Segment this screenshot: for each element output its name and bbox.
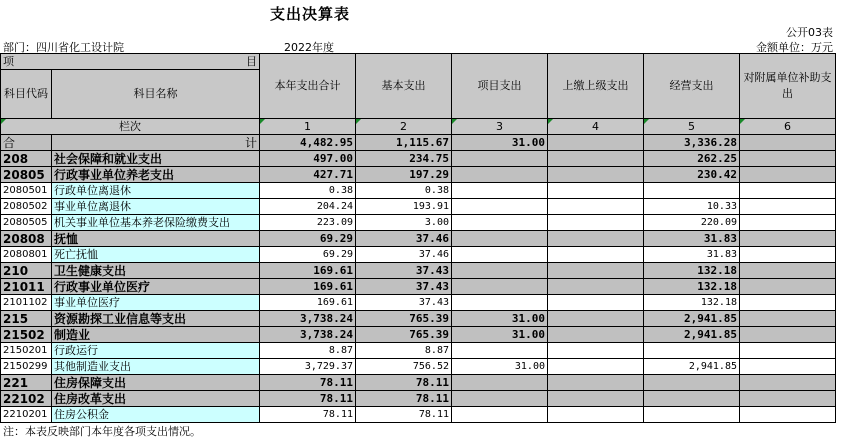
row-value-col-2: 765.39 xyxy=(356,327,452,343)
row-value-col-2: 37.43 xyxy=(356,295,452,311)
row-value-col-6 xyxy=(740,199,836,215)
row-value-col-5 xyxy=(644,183,740,199)
total-label-right: 计 xyxy=(52,135,260,151)
expenditure-table xyxy=(0,53,836,423)
table-row xyxy=(1,343,836,359)
row-value-col-1: 3,729.37 xyxy=(260,359,356,375)
row-value-col-6 xyxy=(740,359,836,375)
row-name: 其他制造业支出 xyxy=(52,359,260,375)
row-code: 215 xyxy=(1,311,52,327)
row-code: 21502 xyxy=(1,327,52,343)
row-value-col-6 xyxy=(740,247,836,263)
row-value-col-1: 169.61 xyxy=(260,279,356,295)
table-row xyxy=(1,311,836,327)
row-code: 2101102 xyxy=(1,295,52,311)
table-row xyxy=(1,167,836,183)
table-row xyxy=(1,359,836,375)
row-code: 2080502 xyxy=(1,199,52,215)
row-value-col-3 xyxy=(452,279,548,295)
header-col-6: 对附属单位补助支出 xyxy=(740,54,836,119)
header-xiang: 项 xyxy=(3,54,14,68)
row-value-col-3 xyxy=(452,343,548,359)
row-value-col-3 xyxy=(452,295,548,311)
row-code: 21011 xyxy=(1,279,52,295)
row-value-col-5: 2,941.85 xyxy=(644,311,740,327)
row-value-col-6 xyxy=(740,215,836,231)
row-value-col-3 xyxy=(452,167,548,183)
row-value-col-2: 0.38 xyxy=(356,183,452,199)
row-value-col-1: 78.11 xyxy=(260,375,356,391)
row-value-col-4 xyxy=(548,167,644,183)
row-value-col-4 xyxy=(548,263,644,279)
col-index-4: 4 xyxy=(548,119,644,135)
row-value-col-4 xyxy=(548,183,644,199)
table-row xyxy=(1,407,836,423)
col-index-2: 2 xyxy=(356,119,452,135)
total-row xyxy=(1,135,836,151)
table-row xyxy=(1,279,836,295)
header-col-1: 本年支出合计 xyxy=(260,54,356,119)
col-index-1: 1 xyxy=(260,119,356,135)
row-value-col-1: 3,738.24 xyxy=(260,311,356,327)
row-value-col-2: 756.52 xyxy=(356,359,452,375)
row-value-col-4 xyxy=(548,391,644,407)
header-mu: 目 xyxy=(246,54,257,68)
row-value-col-5: 31.83 xyxy=(644,247,740,263)
row-name: 住房改革支出 xyxy=(52,391,260,407)
row-value-col-6 xyxy=(740,407,836,423)
row-value-col-6 xyxy=(740,391,836,407)
row-value-col-5: 220.09 xyxy=(644,215,740,231)
row-name: 行政单位离退休 xyxy=(52,183,260,199)
row-value-col-1: 78.11 xyxy=(260,391,356,407)
row-code: 2150201 xyxy=(1,343,52,359)
row-value-col-3 xyxy=(452,183,548,199)
row-name: 机关事业单位基本养老保险缴费支出 xyxy=(52,215,260,231)
row-value-col-4 xyxy=(548,279,644,295)
row-value-col-5: 10.33 xyxy=(644,199,740,215)
total-value-4 xyxy=(548,135,644,151)
department-label: 部门：四川省化工设计院 xyxy=(3,41,124,54)
table-row xyxy=(1,391,836,407)
amount-unit-label: 金额单位：万元 xyxy=(756,41,833,54)
row-value-col-5: 262.25 xyxy=(644,151,740,167)
row-value-col-2: 765.39 xyxy=(356,311,452,327)
row-value-col-4 xyxy=(548,199,644,215)
row-value-col-5: 2,941.85 xyxy=(644,327,740,343)
row-name: 抚恤 xyxy=(52,231,260,247)
row-name: 事业单位离退休 xyxy=(52,199,260,215)
table-row xyxy=(1,215,836,231)
row-code: 20805 xyxy=(1,167,52,183)
row-value-col-1: 169.61 xyxy=(260,295,356,311)
row-value-col-2: 193.91 xyxy=(356,199,452,215)
row-value-col-2: 37.43 xyxy=(356,279,452,295)
row-name: 行政事业单位养老支出 xyxy=(52,167,260,183)
row-value-col-2: 78.11 xyxy=(356,407,452,423)
row-value-col-1: 3,738.24 xyxy=(260,327,356,343)
row-value-col-6 xyxy=(740,327,836,343)
row-value-col-2: 78.11 xyxy=(356,391,452,407)
row-value-col-5: 31.83 xyxy=(644,231,740,247)
row-code: 2150299 xyxy=(1,359,52,375)
header-xiang-mu xyxy=(1,54,260,70)
row-value-col-5 xyxy=(644,391,740,407)
row-value-col-4 xyxy=(548,343,644,359)
header-row-index xyxy=(1,119,836,135)
row-value-col-1: 497.00 xyxy=(260,151,356,167)
row-value-col-2: 8.87 xyxy=(356,343,452,359)
table-row xyxy=(1,151,836,167)
row-value-col-6 xyxy=(740,231,836,247)
row-value-col-2: 3.00 xyxy=(356,215,452,231)
row-name: 行政事业单位医疗 xyxy=(52,279,260,295)
row-value-col-3 xyxy=(452,215,548,231)
row-name: 事业单位医疗 xyxy=(52,295,260,311)
row-value-col-4 xyxy=(548,215,644,231)
row-code: 2080501 xyxy=(1,183,52,199)
row-value-col-2: 37.46 xyxy=(356,231,452,247)
table-row xyxy=(1,183,836,199)
row-value-col-5: 230.42 xyxy=(644,167,740,183)
row-value-col-6 xyxy=(740,263,836,279)
total-value-2: 1,115.67 xyxy=(356,135,452,151)
row-value-col-5 xyxy=(644,375,740,391)
header-col-4: 上缴上级支出 xyxy=(548,54,644,119)
row-value-col-4 xyxy=(548,359,644,375)
row-value-col-4 xyxy=(548,407,644,423)
row-value-col-5: 132.18 xyxy=(644,295,740,311)
row-value-col-6 xyxy=(740,311,836,327)
row-name: 社会保障和就业支出 xyxy=(52,151,260,167)
row-name: 死亡抚恤 xyxy=(52,247,260,263)
row-value-col-3 xyxy=(452,263,548,279)
row-value-col-4 xyxy=(548,231,644,247)
row-value-col-2: 37.43 xyxy=(356,263,452,279)
row-name: 住房保障支出 xyxy=(52,375,260,391)
form-number: 公开03表 xyxy=(786,26,833,39)
row-value-col-4 xyxy=(548,311,644,327)
row-value-col-4 xyxy=(548,295,644,311)
row-value-col-1: 169.61 xyxy=(260,263,356,279)
row-code: 2210201 xyxy=(1,407,52,423)
row-value-col-2: 37.46 xyxy=(356,247,452,263)
row-value-col-3 xyxy=(452,231,548,247)
header-col-2: 基本支出 xyxy=(356,54,452,119)
row-value-col-1: 204.24 xyxy=(260,199,356,215)
table-row xyxy=(1,247,836,263)
row-code: 22102 xyxy=(1,391,52,407)
row-value-col-3 xyxy=(452,151,548,167)
row-value-col-1: 8.87 xyxy=(260,343,356,359)
row-value-col-5: 132.18 xyxy=(644,263,740,279)
year-label: 2022年度 xyxy=(284,41,334,54)
row-value-col-6 xyxy=(740,279,836,295)
row-value-col-1: 427.71 xyxy=(260,167,356,183)
table-row xyxy=(1,295,836,311)
row-code: 210 xyxy=(1,263,52,279)
row-name: 行政运行 xyxy=(52,343,260,359)
row-value-col-6 xyxy=(740,375,836,391)
row-value-col-4 xyxy=(548,375,644,391)
row-value-col-5 xyxy=(644,343,740,359)
row-value-col-6 xyxy=(740,167,836,183)
row-value-col-4 xyxy=(548,247,644,263)
row-value-col-3 xyxy=(452,375,548,391)
table-row xyxy=(1,327,836,343)
col-index-3: 3 xyxy=(452,119,548,135)
row-value-col-5: 2,941.85 xyxy=(644,359,740,375)
row-value-col-6 xyxy=(740,151,836,167)
row-value-col-5: 132.18 xyxy=(644,279,740,295)
row-value-col-3 xyxy=(452,391,548,407)
row-value-col-3 xyxy=(452,199,548,215)
row-value-col-1: 69.29 xyxy=(260,231,356,247)
header-lanci: 栏次 xyxy=(1,119,260,135)
header-code: 科目代码 xyxy=(1,70,52,119)
row-value-col-3: 31.00 xyxy=(452,311,548,327)
header-col-5: 经营支出 xyxy=(644,54,740,119)
row-name: 卫生健康支出 xyxy=(52,263,260,279)
row-value-col-3: 31.00 xyxy=(452,327,548,343)
total-label-left: 合 xyxy=(1,135,52,151)
header-row-item xyxy=(1,54,836,70)
row-value-col-1: 0.38 xyxy=(260,183,356,199)
footnote: 注：本表反映部门本年度各项支出情况。 xyxy=(3,425,201,438)
total-value-6 xyxy=(740,135,836,151)
row-value-col-4 xyxy=(548,327,644,343)
row-value-col-1: 223.09 xyxy=(260,215,356,231)
row-name: 资源勘探工业信息等支出 xyxy=(52,311,260,327)
table-row xyxy=(1,231,836,247)
row-value-col-3 xyxy=(452,407,548,423)
total-value-3: 31.00 xyxy=(452,135,548,151)
col-index-6: 6 xyxy=(740,119,836,135)
row-code: 2080801 xyxy=(1,247,52,263)
table-row xyxy=(1,263,836,279)
col-index-5: 5 xyxy=(644,119,740,135)
row-value-col-2: 78.11 xyxy=(356,375,452,391)
table-row xyxy=(1,199,836,215)
row-value-col-6 xyxy=(740,295,836,311)
row-value-col-2: 234.75 xyxy=(356,151,452,167)
row-value-col-6 xyxy=(740,183,836,199)
row-value-col-3: 31.00 xyxy=(452,359,548,375)
row-code: 208 xyxy=(1,151,52,167)
row-value-col-4 xyxy=(548,151,644,167)
table-body xyxy=(1,151,836,423)
header-name: 科目名称 xyxy=(52,70,260,119)
table-row xyxy=(1,375,836,391)
total-value-5: 3,336.28 xyxy=(644,135,740,151)
row-value-col-5 xyxy=(644,407,740,423)
row-value-col-1: 78.11 xyxy=(260,407,356,423)
row-code: 20808 xyxy=(1,231,52,247)
row-name: 制造业 xyxy=(52,327,260,343)
row-value-col-1: 69.29 xyxy=(260,247,356,263)
row-value-col-2: 197.29 xyxy=(356,167,452,183)
row-code: 2080505 xyxy=(1,215,52,231)
header-col-3: 项目支出 xyxy=(452,54,548,119)
row-code: 221 xyxy=(1,375,52,391)
page-title: 支出决算表 xyxy=(269,5,350,23)
total-value-1: 4,482.95 xyxy=(260,135,356,151)
row-value-col-3 xyxy=(452,247,548,263)
row-value-col-6 xyxy=(740,343,836,359)
row-name: 住房公积金 xyxy=(52,407,260,423)
